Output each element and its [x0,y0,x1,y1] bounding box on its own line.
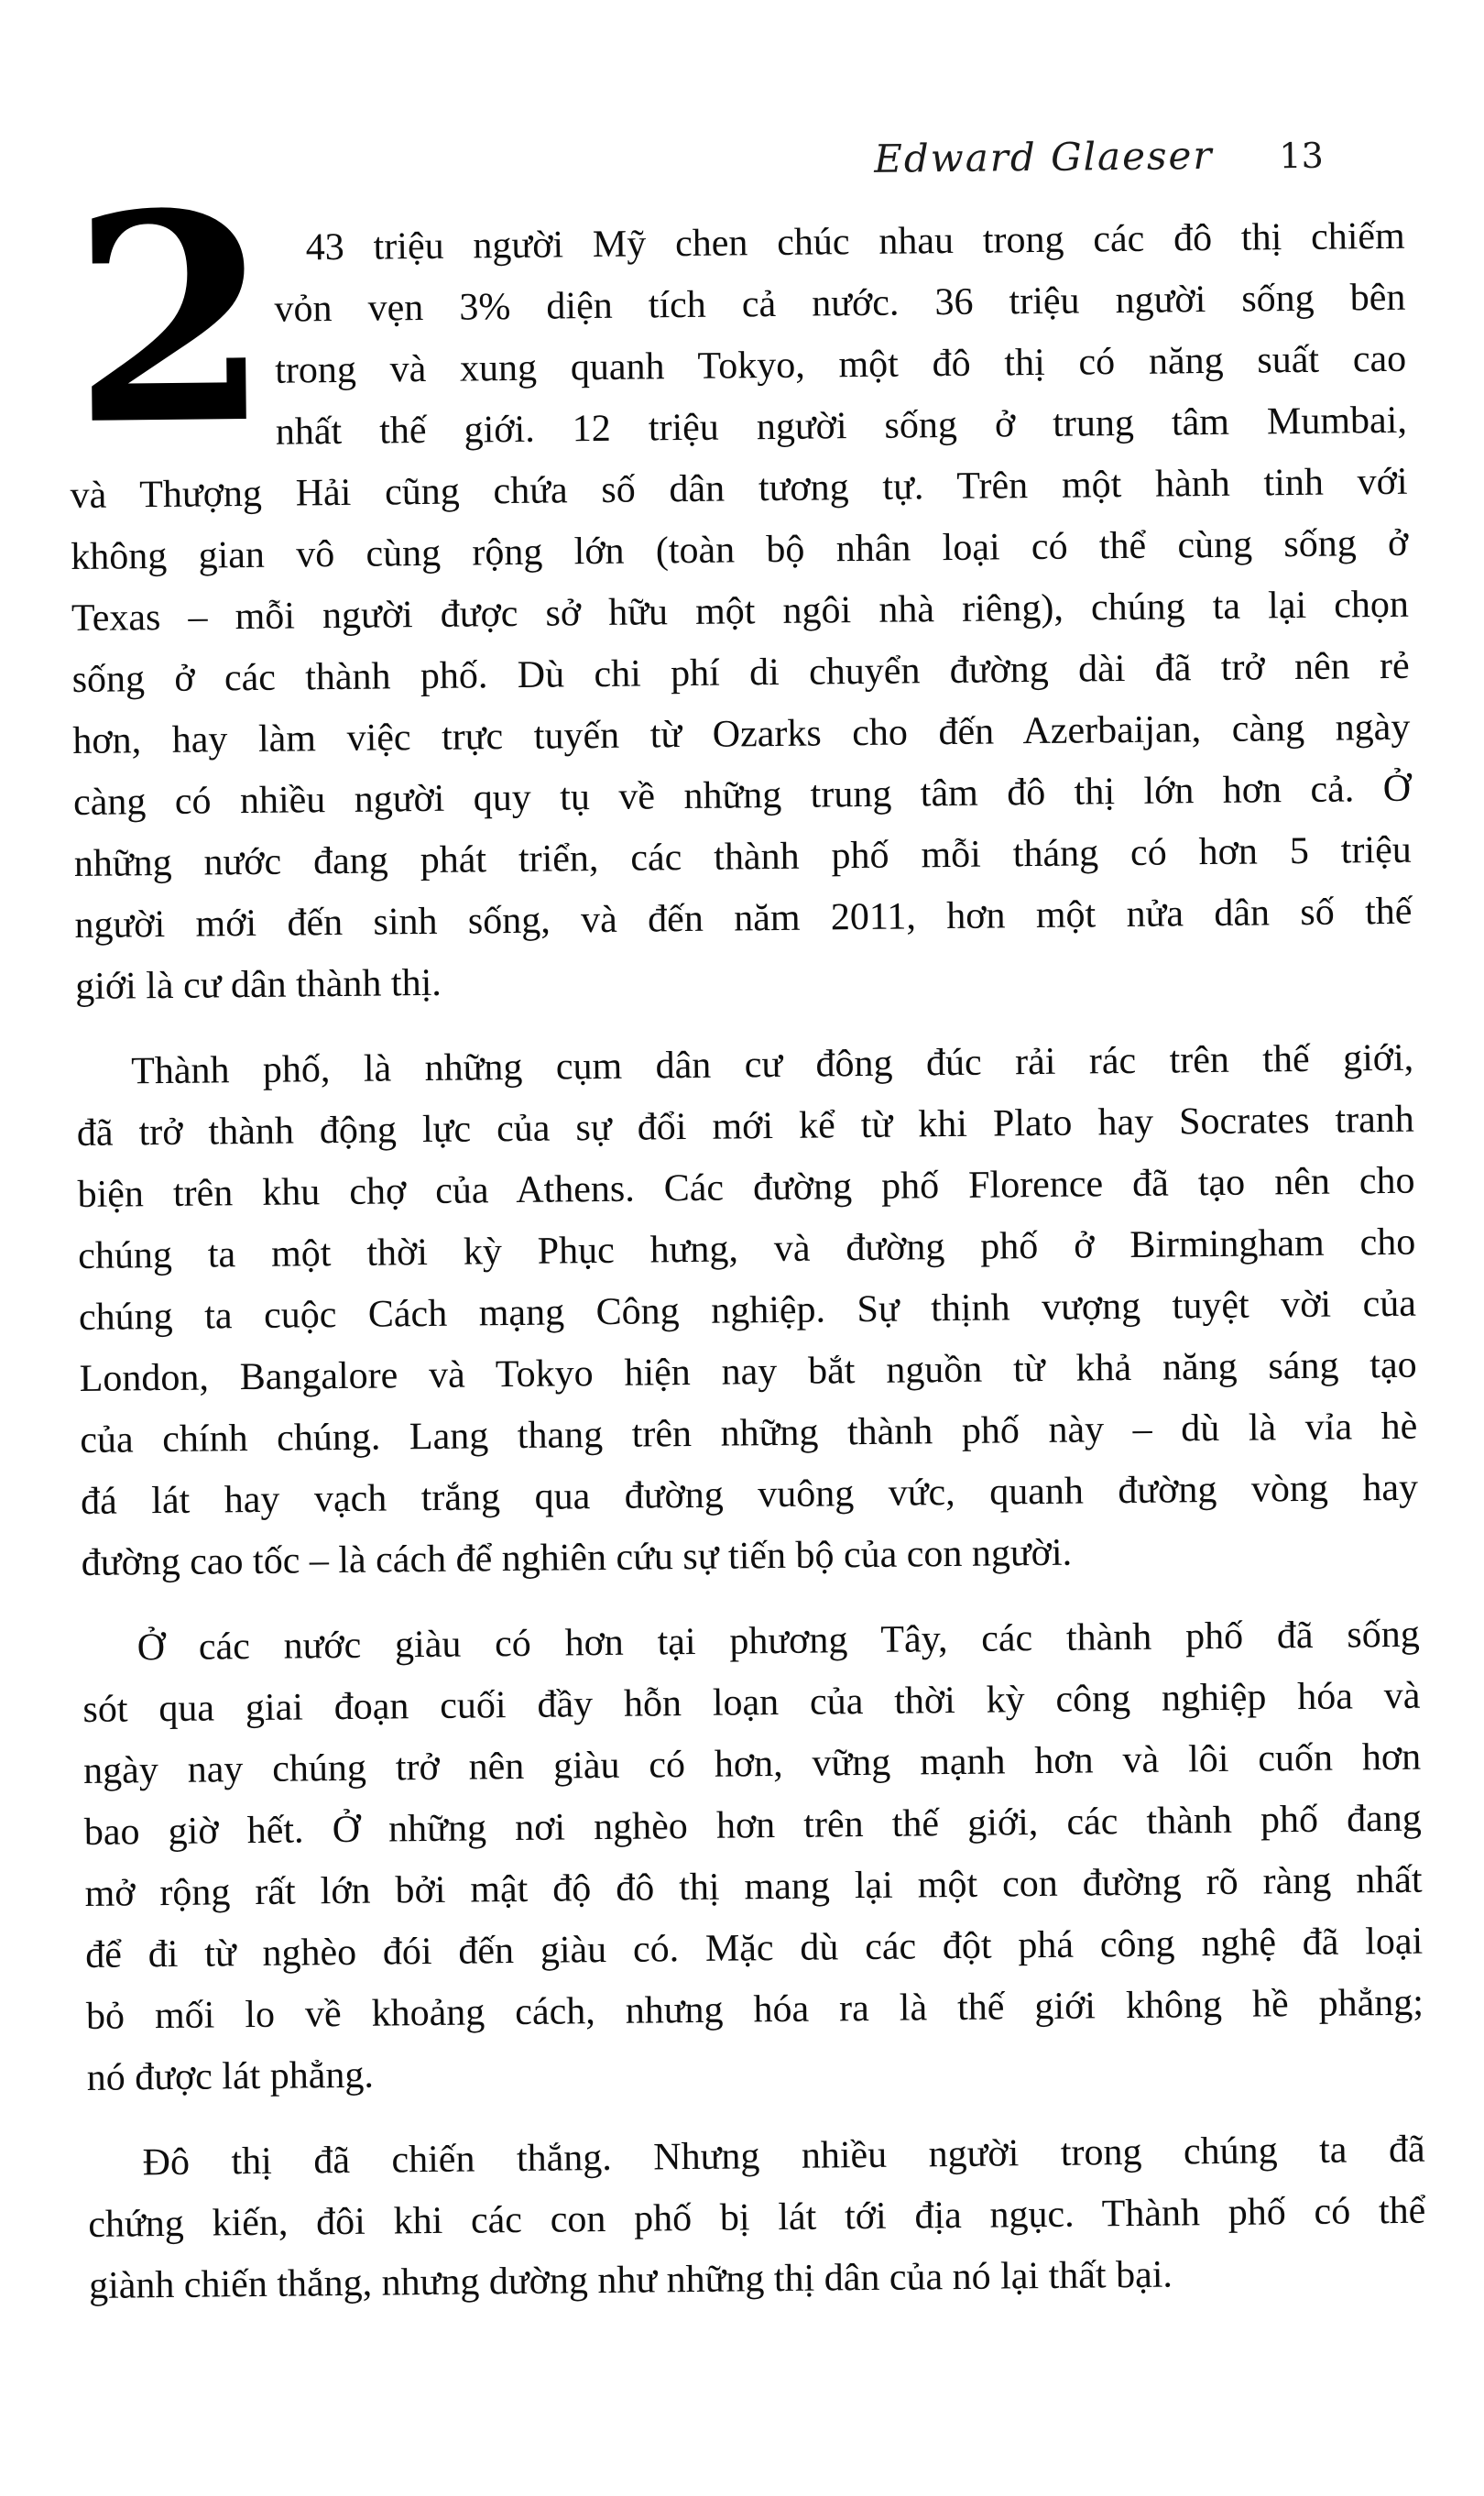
text-line: của chính chúng. Lang thang trên những thành phố này – dù là vỉa hè [80,1405,1418,1461]
page-content [67,131,1427,2317]
page-number: 13 [1279,135,1325,177]
text-line: Đô thị đã chiến thắng. Nhưng nhiều người trong chúng ta đã [142,2128,1425,2184]
text-line: 43 triệu người Mỹ chen chúc nhau trong các đô thị chiếm [305,214,1405,269]
text-line: giới là cư dân thành thị. [74,961,442,1009]
text-line: Ở các nước giàu có hơn tại phương Tây, các thành phố đã sống [136,1613,1420,1669]
text-line: sót qua giai đoạn cuối đầy hỗn loạn của thời kỳ công nghiệp hóa và [82,1674,1421,1731]
text-line: hơn, hay làm việc trực tuyến từ Ozarks cho đến Azerbaijan, càng ngày [72,706,1411,763]
text-line: để đi từ nghèo đói đến giàu có. Mặc dù các đột phá công nghệ đã loại [85,1920,1424,1976]
text-line: và Thượng Hải cũng chứa số dân tương tự. Trên một hành tinh với [70,460,1408,518]
text-line: đã trở thành động lực của sự đổi mới kể từ khi Plato hay Socrates tranh [76,1098,1415,1155]
text-line: bỏ mối lo về khoảng cách, nhưng hóa ra là thế giới không hề phẳng; [85,1981,1424,2038]
text-line: bao giờ hết. Ở những nơi nghèo hơn trên thế giới, các thành phố đang [83,1797,1423,1854]
text-line: nó được lát phẳng. [86,2053,375,2099]
text-line: biện trên khu chợ của Athens. Các đường phố Florence đã tạo nên cho [77,1159,1415,1217]
text-line: vỏn vẹn 3% diện tích cả nước. 36 triệu người sống bên [274,276,1406,331]
paragraph-2 [76,1028,1419,1594]
text-line: ngày nay chúng trở nên giàu có hơn, vững mạnh hơn và lôi cuốn hơn [82,1735,1422,1792]
text-line: mở rộng rất lớn bởi mật độ đô thị mang lại một con đường rõ ràng nhất [84,1858,1423,1915]
text-line: chúng ta một thời kỳ Phục hưng, và đường phố ở Birmingham cho [78,1221,1416,1277]
text-line: Thành phố, là những cụm dân cư đông đúc rải rác trên thế giới, [130,1036,1414,1093]
text-line: không gian vô cùng rộng lớn (toàn bộ nhân loại có thể cùng sống ở [71,521,1409,579]
text-line: những nước đang phát triển, các thành phố mỗi tháng có hơn 5 triệu [73,828,1412,886]
running-header-author: Edward Glaeser [873,132,1214,181]
text-line: trong và xung quanh Tokyo, một đô thị có năng suất cao [274,337,1407,392]
text-line: London, Bangalore và Tokyo hiện nay bắt nguồn từ khả năng sáng tạo [79,1343,1417,1400]
text-line: đường cao tốc – là cách để nghiên cứu sự tiến bộ của con người. [81,1531,1073,1584]
text-line: chúng ta cuộc Cách mạng Công nghiệp. Sự thịnh vượng tuyệt vời của [78,1282,1417,1339]
text-line: Texas – mỗi người được sở hữu một ngôi nhà riêng), chúng ta lại chọn [71,583,1410,640]
text-line: chứng kiến, đôi khi các con phố bị lát tới địa ngục. Thành phố có thể [88,2189,1426,2246]
drop-cap-container [67,149,276,489]
text-line: người mới đến sinh sống, và đến năm 2011, hơn một nửa dân số thế [74,890,1413,947]
paragraph-4 [87,2119,1426,2317]
text-line: càng có nhiều người quy tụ về những trung tâm đô thị lớn hơn cả. Ở [72,767,1412,825]
text-line: sống ở các thành phố. Dù chi phí di chuyển đường dài đã trở nên rẻ [71,644,1410,702]
paragraph-3 [82,1604,1424,2109]
text-line: nhất thế giới. 12 triệu người sống ở trung tâm Mumbai, [275,399,1408,454]
text-line: giành chiến thắng, nhưng dường như những thị dân của nó lại thất bại. [88,2253,1173,2307]
text-line: đá lát hay vạch trắng qua đường vuông vức, quanh đường vòng hay [80,1466,1419,1523]
drop-cap-numeral: 2 [70,149,273,489]
